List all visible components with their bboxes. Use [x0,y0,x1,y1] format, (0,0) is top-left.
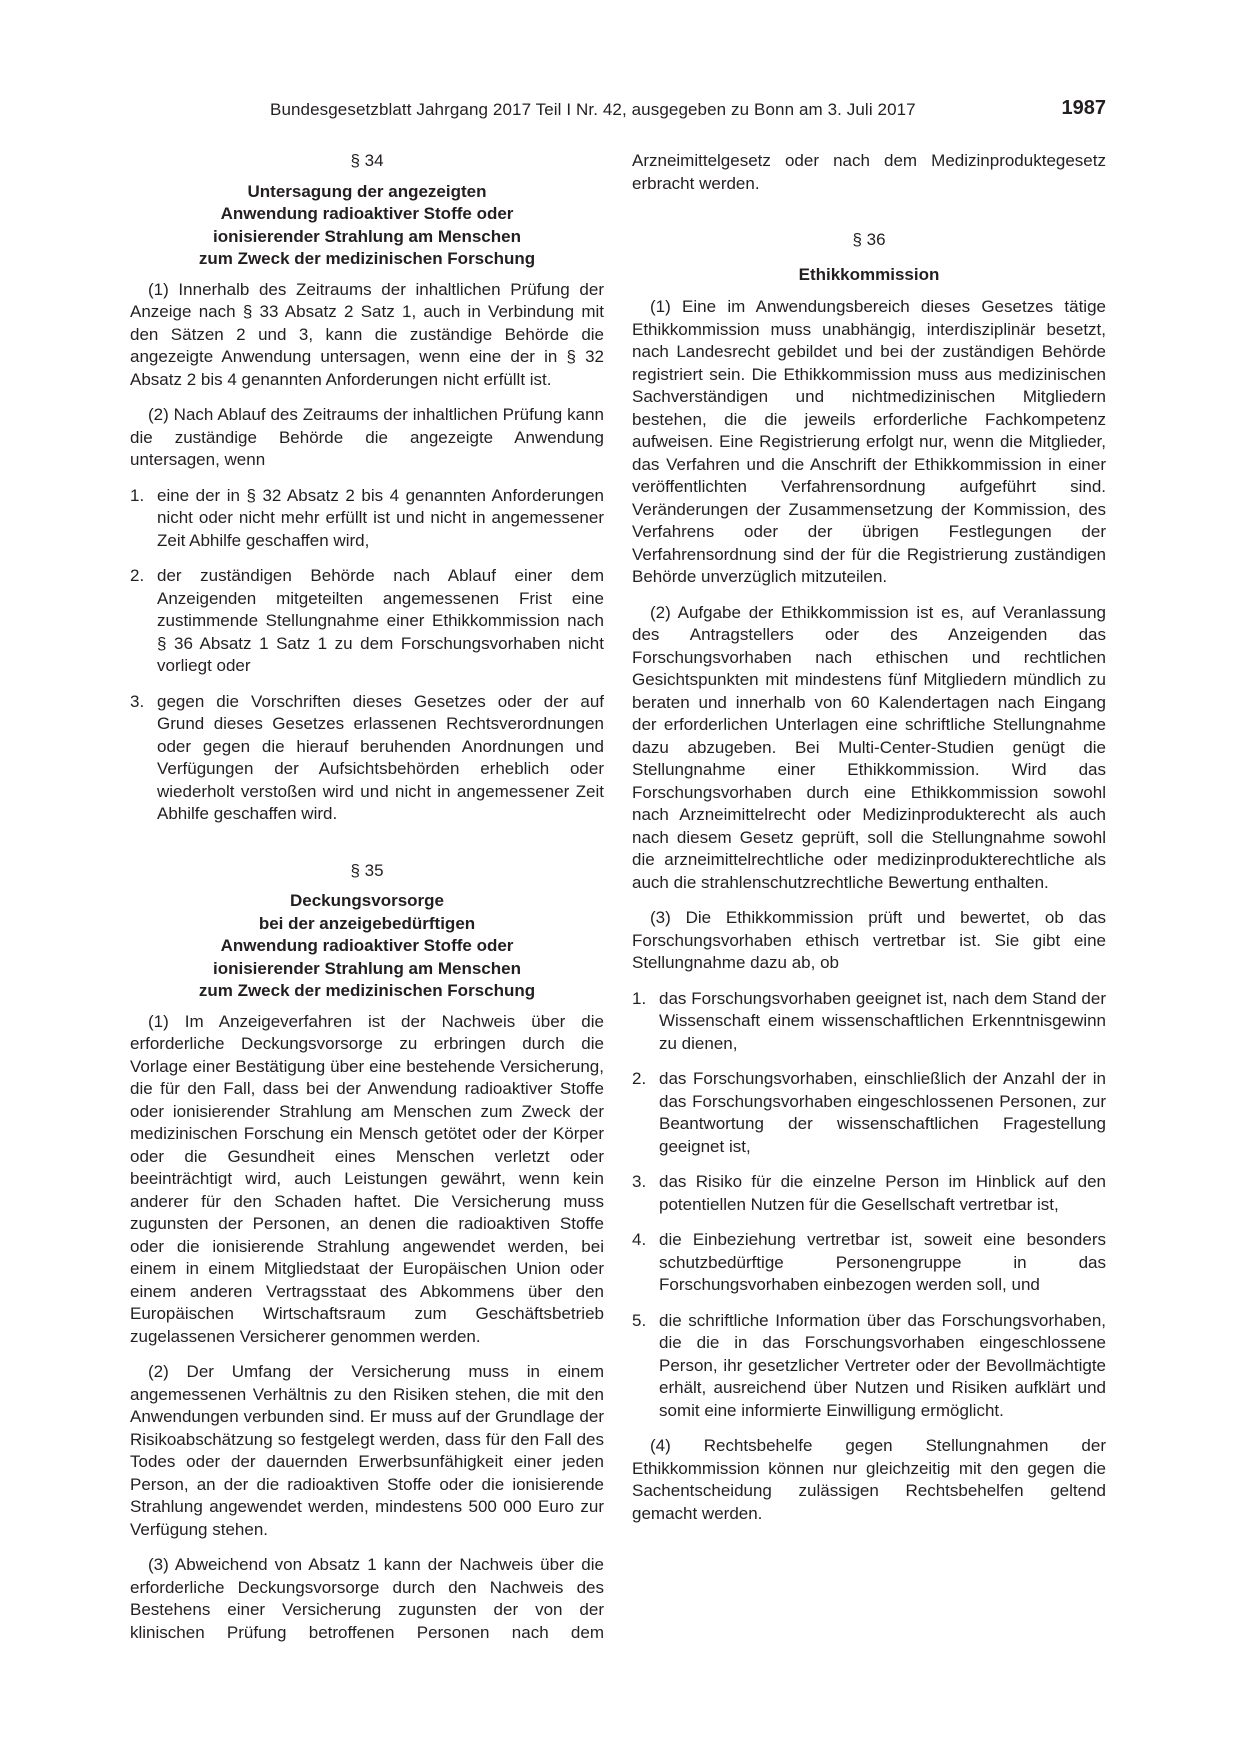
list-item [632,1171,1106,1216]
section-title-line: ionisierender Strahlung am Menschen [213,958,521,978]
section-title-line: Anwendung radioaktiver Stoffe oder [220,936,514,955]
list-number: 5. [632,1310,647,1330]
list-item [632,1068,1106,1158]
list-item [130,485,604,553]
list-number: 1. [632,988,647,1008]
section-title-line: ionisierender Strahlung am Menschen [213,226,521,246]
paragraph-continuation: Arzneimittelgesetz oder nach dem Medizinproduktegesetz erbracht werden. [632,151,1106,193]
paragraph: (2) Der Umfang der Versicherung muss in einem angemessenen Verhältnis zu den Risiken stehen, die mit den Anwendungen verbunden sind. Er muss auf der Grundlage der Risikoabschätzung so festgelegt werden, dass für den Fall des Todes oder der dauernden Erwerbsunfähigkeit einer jeden Person, an der die radioaktiven Stoffe oder die ionisierende Strahlung angewendet werden, mindestens 500 000 Euro zur Verfügung stehen. [130,1362,604,1539]
list-text: der zuständigen Behörde nach Ablauf einer dem Anzeigenden mitgeteilten angemessenen Frist eine zustimmende Stellungnahme einer Ethikkommission nach § 36 Absatz 1 Satz 1 zu dem Forschungsvorhaben nicht vorliegt oder [157,566,604,675]
section-title-line: zum Zweck der medizinischen Forschung [198,981,536,1000]
section-title [130,181,604,271]
list-text: die Einbeziehung vertretbar ist, soweit eine besonders schutzbedürftige Personengruppe in das Forschungsvorhaben einbezogen werden soll, und [659,1230,1106,1294]
section-title-line: Deckungsvorsorge [290,891,444,910]
list-item [130,691,604,826]
list-text: das Forschungsvorhaben, einschließlich der Anzahl der in das Forschungsvorhaben eingeschlossenen Personen, zur Beantwortung der wissenschaftlichen Fragestellung geeignet ist, [659,1069,1106,1156]
right-column [632,150,1106,1525]
paragraph: (3) Die Ethikkommission prüft und bewertet, ob das Forschungsvorhaben ethisch vertretbar ist. Sie gibt eine Stellungnahme dazu ab, ob [632,908,1106,972]
list-text: das Forschungsvorhaben geeignet ist, nach dem Stand der Wissenschaft einem wissenschaftlichen Erkenntnisgewinn zu dienen, [659,988,1106,1053]
section-title-line: bei der anzeigebedürftigen [258,913,476,933]
list-text: die schriftliche Information über das Forschungsvorhaben, die die in das Forschungsvorhaben eingeschlossene Person, ihr gesetzlicher Vertreter oder der Bevollmächtigte erhält, ausreichend über Nutzen und Risiken aufklärt und somit eine informierte Einwilligung ermöglicht. [659,1310,1106,1420]
page-number: 1987 [1061,97,1106,119]
list-item [632,988,1106,1056]
continued-paragraph [632,150,1106,195]
running-header [270,97,1106,128]
section-symbol: § 35 [350,860,384,880]
section-title-line: Anwendung radioaktiver Stoffe oder [220,204,514,223]
paragraph: (1) Im Anzeigeverfahren ist der Nachweis über die erforderliche Deckungsvorsorge zu erbringen durch die Vorlage einer Bestätigung über eine bestehende Versicherung, die für den Fall, dass bei der Anwendung radioaktiver Stoffe oder ionisierender Strahlung am Menschen zum Zweck der medizinischen Forschung ein Mensch getötet oder der Körper oder die Gesundheit eines Menschen verletzt oder beeinträchtigt wird, auch Leistungen gewährt, wenn kein anderer für den Schaden haftet. Die Versicherung muss zugunsten der Personen, an denen die radioaktiven Stoffe oder die ionisierende Strahlung angewendet werden, bei einem in einem Mitgliedstaat der Europäischen Union oder einem anderen Vertragsstaat des Abkommens über den Europäischen Wirtschaftsraum zum Geschäftsbetrieb zugelassenen Versicherer genommen werden. [130,1011,604,1346]
list-item [130,565,604,678]
list-text: gegen die Vorschriften dieses Gesetzes oder der auf Grund dieses Gesetzes erlassenen Rechtsverordnungen oder gegen die hierauf beruhenden Anordnungen und Verfügungen der Aufsichtsbehörden erheblich oder wiederholt verstoßen wird und nicht in angemessener Zeit Abhilfe geschaffen wird. [157,691,604,823]
paragraph: (4) Rechtsbehelfe gegen Stellungnahmen der Ethikkommission können nur gleichzeitig mit den gegen die Sachentscheidung zulässigen Rechtsbehelfen geltend gemacht werden. [632,1436,1106,1523]
list-text: das Risiko für die einzelne Person im Hinblick auf den potentiellen Nutzen für die Gesellschaft vertretbar ist, [659,1172,1106,1214]
left-column [130,150,604,1644]
paragraph: (1) Innerhalb des Zeitraums der inhaltlichen Prüfung der Anzeige nach § 33 Absatz 2 Satz 1, auch in Verbindung mit den Sätzen 2 und 3, kann die zuständige Behörde die angezeigte Anwendung untersagen, wenn eine der in § 32 Absatz 2 bis 4 genannten Anforderungen nicht erfüllt ist. [130,279,604,389]
list-number: 4. [632,1230,647,1249]
section-title-line: Ethikkommission [798,264,940,284]
section-symbol: § 34 [350,151,384,170]
list-number: 2. [632,1069,647,1088]
list-number: 3. [632,1172,647,1191]
paragraph [130,1554,604,1644]
running-title: Bundesgesetzblatt Jahrgang 2017 Teil I Nr. 42, ausgegeben zu Bonn am 3. Juli 2017 [270,100,916,119]
section-title-line: zum Zweck der medizinischen Forschung [198,249,536,268]
paragraph: (1) Eine im Anwendungsbereich dieses Gesetzes tätige Ethikkommission muss unabhängig, interdisziplinär besetzt, nach Landesrecht gebildet und bei der zuständigen Behörde registriert sein. Die Ethikkommission muss aus medizinischen Sachverständigen und nichtmedizinischen Mitgliedern bestehen, die die jeweils erforderliche Fachkompetenz aufweisen. Eine Registrierung erfolgt nur, wenn die Mitglieder, das Verfahren und die Anschrift der Ethikkommission in einer veröffentlichten Verfahrensordnung aufgeführt sind. Veränderungen der Zusammensetzung der Kommission, des Verfahrens oder der übrigen Festlegungen der Verfahrensordnung sind der für die Registrierung zuständigen Behörde unverzüglich mitzuteilen. [632,297,1106,586]
section-title-line: Untersagung der angezeigten [247,181,487,201]
list-number: 3. [130,691,145,711]
list-item [632,1229,1106,1297]
list-number: 1. [130,485,145,505]
list-text: eine der in § 32 Absatz 2 bis 4 genannten Anforderungen nicht oder nicht mehr erfüllt ist und nicht in angemessener Zeit Abhilfe geschaffen wird, [157,485,604,550]
paragraph: (2) Nach Ablauf des Zeitraums der inhaltlichen Prüfung kann die zuständige Behörde die angezeigte Anwendung untersagen, wenn [130,405,604,469]
section-title [632,264,1106,287]
section-title [130,890,604,1003]
paragraph-text: (3) Abweichend von Absatz 1 kann der Nachweis über die erforderliche Deckungsvorsorge durch den Nachweis des Bestehens einer Versicherung zugunsten der von der klinischen Prüfung betroffenen Personen nach dem [130,1555,604,1642]
paragraph: (2) Aufgabe der Ethikkommission ist es, auf Veranlassung des Antragstellers oder des Anzeigenden das Forschungsvorhaben nach ethischen und rechtlichen Gesichtspunkten mit mindestens fünf Mitgliedern mündlich zu beraten und innerhalb von 60 Kalendertagen nach Eingang der erforderlichen Unterlagen eine schriftliche Stellungnahme dazu abzugeben. Bei Multi-Center-Studien genügt die Stellungnahme einer Ethikkommission. Wird das Forschungsvorhaben durch eine Ethikkommission sowohl nach Arzneimittelrecht oder Medizinprodukterecht als auch nach diesem Gesetz geprüft, soll die Stellungnahme sowohl die arzneimittelrechtliche oder medizinprodukterechtliche als auch die strahlenschutzrechtliche Bewertung enthalten. [632,602,1106,892]
list-number: 2. [130,566,145,585]
list-item [632,1310,1106,1423]
section-symbol: § 36 [852,230,886,249]
